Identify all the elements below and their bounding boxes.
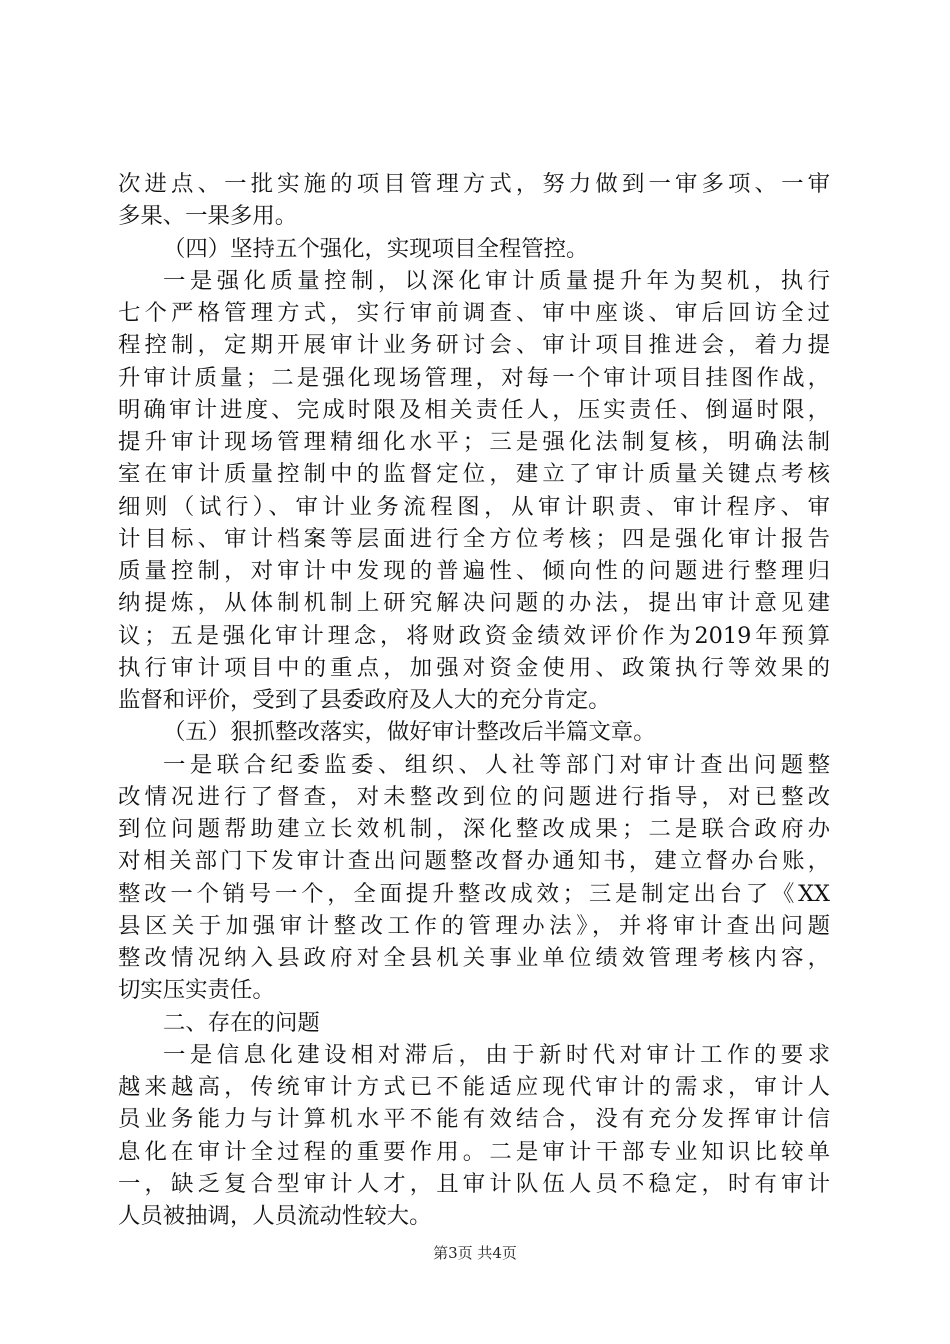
text-line: 监督和评价，受到了县委政府及人大的充分肯定。 [118,687,611,713]
text-line: 一是信息化建设相对滞后，由于新时代对审计工作的要求 [163,1041,830,1068]
text-line: 一，缺乏复合型审计人才，且审计队伍人员不稳定，时有审计 [118,1170,830,1197]
text-line: （四）坚持五个强化，实现项目全程管控。 [163,235,589,262]
text-line: 质量控制，对审计中发现的普遍性、倾向性的问题进行整理归 [118,558,830,584]
page-footer: 第3页 共4页 [433,1244,517,1262]
text-line: 七个严格管理方式，实行审前调查、审中座谈、审后回访全过 [118,300,830,326]
text-line: 明确审计进度、完成时限及相关责任人，压实责任、倒逼时限， [118,396,830,423]
text-line: 执行审计项目中的重点，加强对资金使用、政策执行等效果的 [118,654,830,681]
text-line: 整改一个销号一个，全面提升整改成效；三是制定出台了《XX [118,880,830,907]
text-line: 升审计质量；二是强化现场管理，对每一个审计项目挂图作战， [118,364,830,391]
text-line: 人员被抽调，人员流动性较大。 [118,1203,432,1229]
document-body [118,168,830,1232]
text-line: 程控制，定期开展审计业务研讨会、审计项目推进会，着力提 [118,332,830,359]
text-line: 越来越高，传统审计方式已不能适应现代审计的需求，审计人 [118,1074,830,1100]
text-line: 议；五是强化审计理念，将财政资金绩效评价作为2019年预算 [118,622,830,649]
text-line: 细则（试行）、审计业务流程图，从审计职责、审计程序、审 [118,493,830,520]
text-line: 改情况进行了督查，对未整改到位的问题进行指导，对已整改 [118,783,830,810]
text-line: 切实压实责任。 [118,977,275,1004]
text-line: 到位问题帮助建立长效机制，深化整改成果；二是联合政府办 [118,816,830,842]
text-line: 息化在审计全过程的重要作用。二是审计干部专业知识比较单 [118,1138,830,1165]
text-line: 对相关部门下发审计查出问题整改督办通知书，建立督办台账， [118,848,830,875]
text-line: 二、存在的问题 [163,1009,320,1036]
text-line: （五）狠抓整改落实，做好审计整改后半篇文章。 [163,719,656,746]
text-line: 多果、一果多用。 [118,203,298,230]
text-line: 一是强化质量控制，以深化审计质量提升年为契机，执行 [163,267,830,294]
text-line: 室在审计质量控制中的监督定位，建立了审计质量关键点考核 [118,461,830,488]
text-line: 计目标、审计档案等层面进行全方位考核；四是强化审计报告 [118,525,830,552]
text-line: 提升审计现场管理精细化水平；三是强化法制复核，明确法制 [118,429,830,455]
text-line: 一是联合纪委监委、组织、人社等部门对审计查出问题整 [163,751,830,778]
text-line: 次进点、一批实施的项目管理方式，努力做到一审多项、一审 [118,171,830,197]
text-line: 整改情况纳入县政府对全县机关事业单位绩效管理考核内容， [118,945,830,971]
text-line: 纳提炼，从体制机制上研究解决问题的办法，提出审计意见建 [118,590,830,617]
text-line: 县区关于加强审计整改工作的管理办法》，并将审计查出问题 [118,912,830,939]
text-line: 员业务能力与计算机水平不能有效结合，没有充分发挥审计信 [118,1106,830,1133]
